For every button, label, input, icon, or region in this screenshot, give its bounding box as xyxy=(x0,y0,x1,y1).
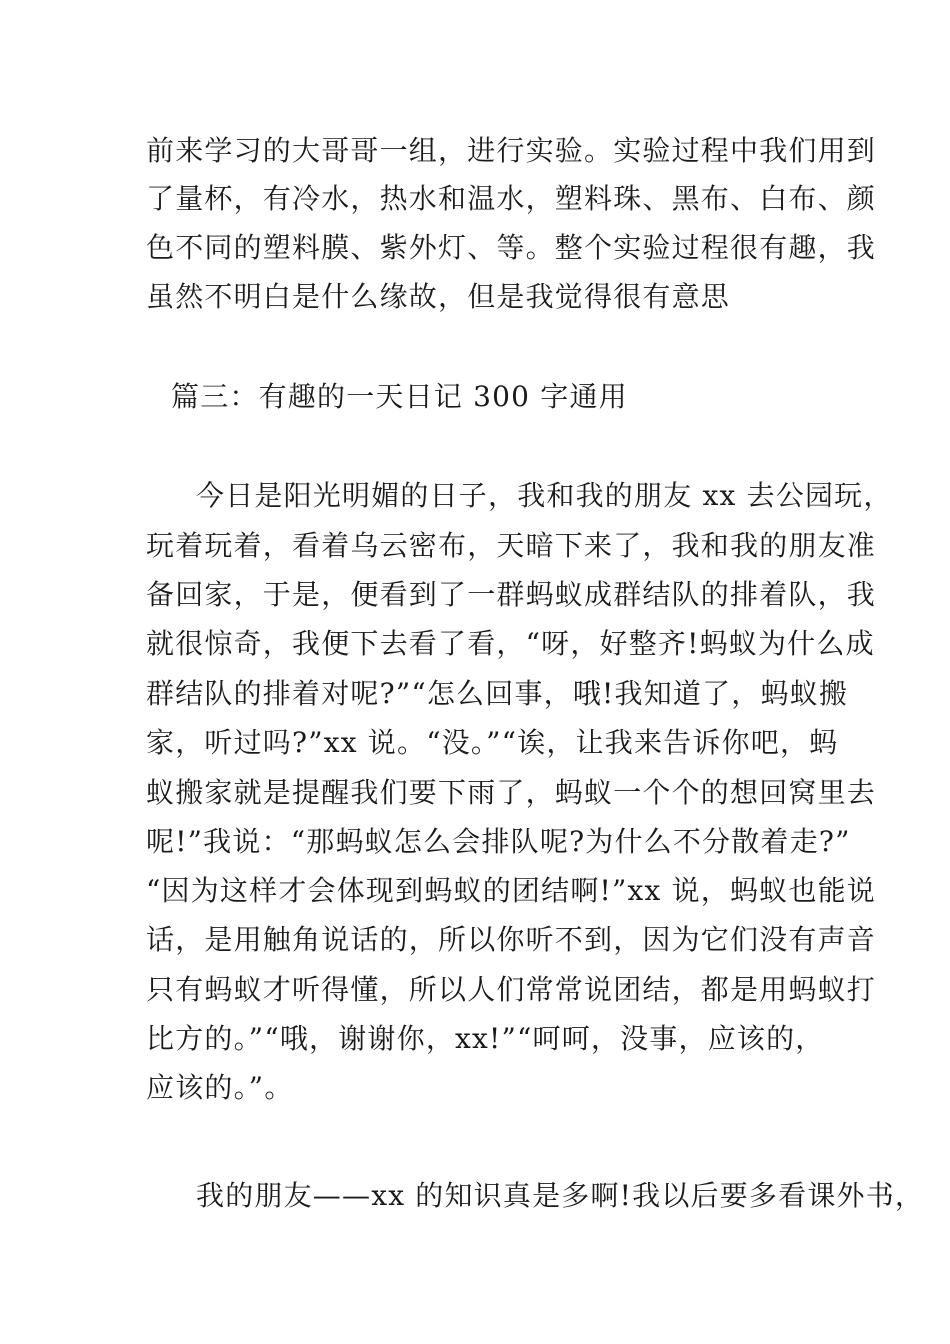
story-line-3: 备回家，于是，便看到了一群蚂蚁成群结队的排着队，我 xyxy=(146,578,877,611)
intro-line-2: 了量杯，有冷水，热水和温水，塑料珠、黑布、白布、颜 xyxy=(146,182,877,215)
intro-line-4: 虽然不明白是什么缘故，但是我觉得很有意思 xyxy=(146,280,731,313)
story-line-6: 家，听过吗?”xx 说。“没。”“诶，让我来告诉你吧，蚂 xyxy=(146,726,839,759)
story-line-2: 玩着玩着，看着乌云密布，天暗下来了，我和我的朋友准 xyxy=(146,529,877,562)
story-line-10: 话，是用触角说话的，所以你听不到，因为它们没有声音 xyxy=(146,923,877,956)
story-line-11: 只有蚂蚁才听得懂，所以人们常常说团结，都是用蚂蚁打 xyxy=(146,973,877,1006)
story-line-7: 蚁搬家就是提醒我们要下雨了，蚂蚁一个个的想回窝里去 xyxy=(146,776,877,809)
story-line-9: “因为这样才会体现到蚂蚁的团结啊!”xx 说，蚂蚁也能说 xyxy=(146,874,876,907)
intro-line-1: 前来学习的大哥哥一组，进行实验。实验过程中我们用到 xyxy=(146,134,877,167)
story-line-4: 就很惊奇，我便下去看了看，“呀，好整齐!蚂蚁为什么成 xyxy=(146,627,875,660)
closing-line-1: 我的朋友——xx 的知识真是多啊!我以后要多看课外书， xyxy=(196,1179,925,1212)
story-line-5: 群结队的排着对呢?”“怎么回事，哦!我知道了，蚂蚁搬 xyxy=(146,677,849,710)
intro-line-3: 色不同的塑料膜、紫外灯、等。整个实验过程很有趣，我 xyxy=(146,231,877,264)
story-line-13: 应该的。”。 xyxy=(146,1071,294,1104)
story-line-12: 比方的。”“哦，谢谢你，xx!”“呵呵，没事，应该的， xyxy=(146,1022,825,1055)
section-heading: 篇三：有趣的一天日记 300 字通用 xyxy=(171,380,628,413)
story-line-8: 呢!”我说：“那蚂蚁怎么会排队呢?为什么不分散着走?” xyxy=(146,825,851,858)
story-line-1: 今日是阳光明媚的日子，我和我的朋友 xx 去公园玩， xyxy=(196,479,893,512)
